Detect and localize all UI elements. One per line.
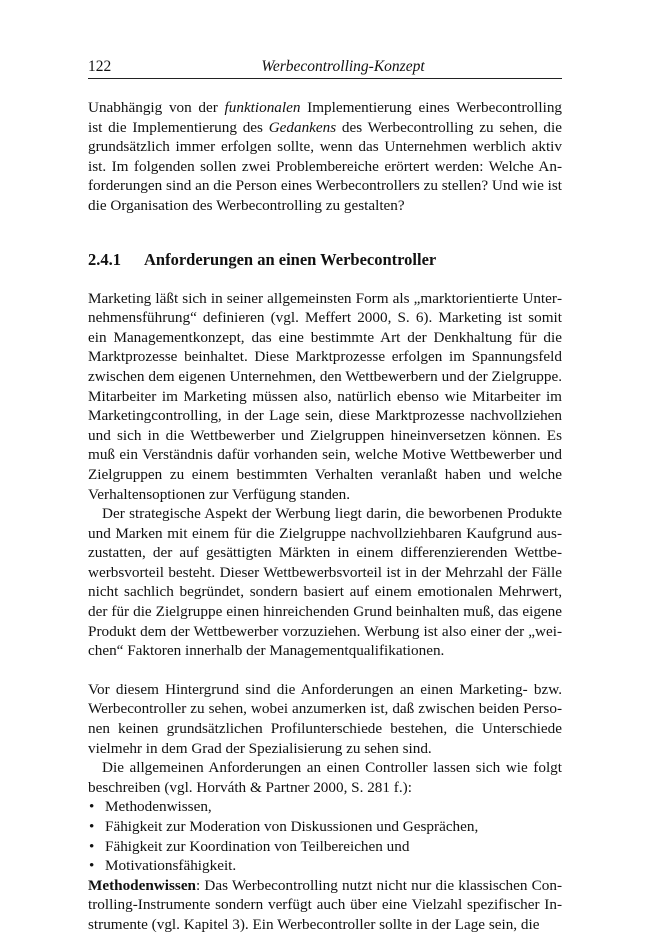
paragraph-requirements: Die allgemeinen Anforderungen an einen Controller lassen sich wie folgt beschreiben (vgl. Horváth & Partner 2000, S. 281 f.): — [88, 759, 562, 796]
intro-text-2: Implementierung eines Werbecontrolling ist die Implementierung des — [88, 99, 563, 136]
running-title: Werbecontrolling-Konzept — [261, 58, 425, 75]
intro-paragraph — [88, 98, 562, 216]
paragraph-marketing: Marketing läßt sich in seiner allgemeinsten Form als „marktorientierte Unternehmensführung“ definieren (vgl. Meffert 2000, S. 6). Marketing ist somit ein Managementkonzept, das eine bestimmte Art der Denkhaltung für die Marktprozesse beinhaltet. Diese Marktprozesse erfolgen im Spannungsfeld zwischen dem eigenen Unternehmen, den Wettbewerbern und der Zielgruppe. Mitarbeiter im Marketing müssen also, natürlich ebenso wie Mitarbeiter im Marketingcontrolling, in der Lage sein, diese Marktprozesse nachvollziehen und sich in die Wettbewerber und Zielgruppen hineinversetzen können. Es muß ein Verständnis dafür vorhanden sein, welche Motive Wettbewerber und Zielgruppen zu einem bestimmten Verhalten veranlaßt haben und welche Verhaltensoptionen zur Verfügung standen. — [88, 289, 562, 503]
paragraph-strategic-aspect: Der strategische Aspekt der Werbung liegt darin, die beworbenen Produkte und Marken mit einem für die Zielgruppe nachvollziehbaren Kaufgrund auszustatten, der auf gesättigten Märkten in einem differenzierenden Wettbewerbsvorteil besteht. Dieser Wettbewerbsvorteil ist in der Mehrzahl der Fälle nicht sachlich begründet, sondern basiert auf einem emotionalen Mehrwert, der für die Zielgruppe einen hinreichenden Grund beinhalten muß, das eigene Produkt dem der Wettbewerber vorzuziehen. Werbung ist also einer der „weichen“ Faktoren innerhalb der Managementqualifikationen. — [88, 505, 562, 660]
list-item: • Fähigkeit zur Moderation von Diskussionen und Gesprächen, — [88, 817, 562, 837]
method-knowledge-lead: Methodenwissen — [88, 876, 197, 894]
page-number: 122 — [88, 58, 112, 75]
section-number: 2.4.1 — [88, 249, 121, 269]
intro-emphasis-1: funktionalen — [224, 99, 301, 116]
method-knowledge-text: : Das Werbecontrolling nutzt nicht nur die klassischen Controlling-Instrumente sondern verfügt auch über eine Vielzahl spezifischer Instrumente (vgl. Kapitel 3). Ein Werbecontroller sollte in der Lage sein, die — [88, 876, 562, 933]
intro-emphasis-2: Gedankens — [268, 118, 337, 136]
intro-text-1: Unabhängig von der — [88, 99, 225, 116]
paragraph-background: Vor diesem Hintergrund sind die Anforderungen an einen Marketing- bzw. Werbecontroller zu sehen, wobei anzumerken ist, daß zwischen beiden Personen keinen grundsätzlichen Profilunterschiede bestehen, die Unterschiede vielmehr in dem Grad der Spezialisierung zu sehen sind. — [88, 680, 562, 757]
list-item: • Methodenwissen, — [88, 797, 562, 817]
body-text — [88, 98, 562, 935]
section-heading — [88, 249, 562, 271]
intro-text-3: des Werbecontrolling zu sehen, die grundsätzlich immer erfolgen sollte, wenn das Unternehmen werblich aktiv ist. Im folgenden sollen zwei Problembereiche erörtert werden: Welche Anforderungen sind an die Person eines Werbecontrollers zu stellen? Und wie ist die Organisation des Werbecontrolling zu gestalten? — [88, 118, 562, 214]
running-header — [88, 56, 562, 79]
requirements-list — [88, 797, 562, 875]
section-title: Anforderungen an einen Werbecontroller — [144, 249, 437, 269]
list-item: • Fähigkeit zur Koordination von Teilbereichen und — [88, 837, 562, 857]
paragraph-method-knowledge — [88, 876, 562, 935]
list-item: • Motivationsfähigkeit. — [88, 856, 562, 876]
